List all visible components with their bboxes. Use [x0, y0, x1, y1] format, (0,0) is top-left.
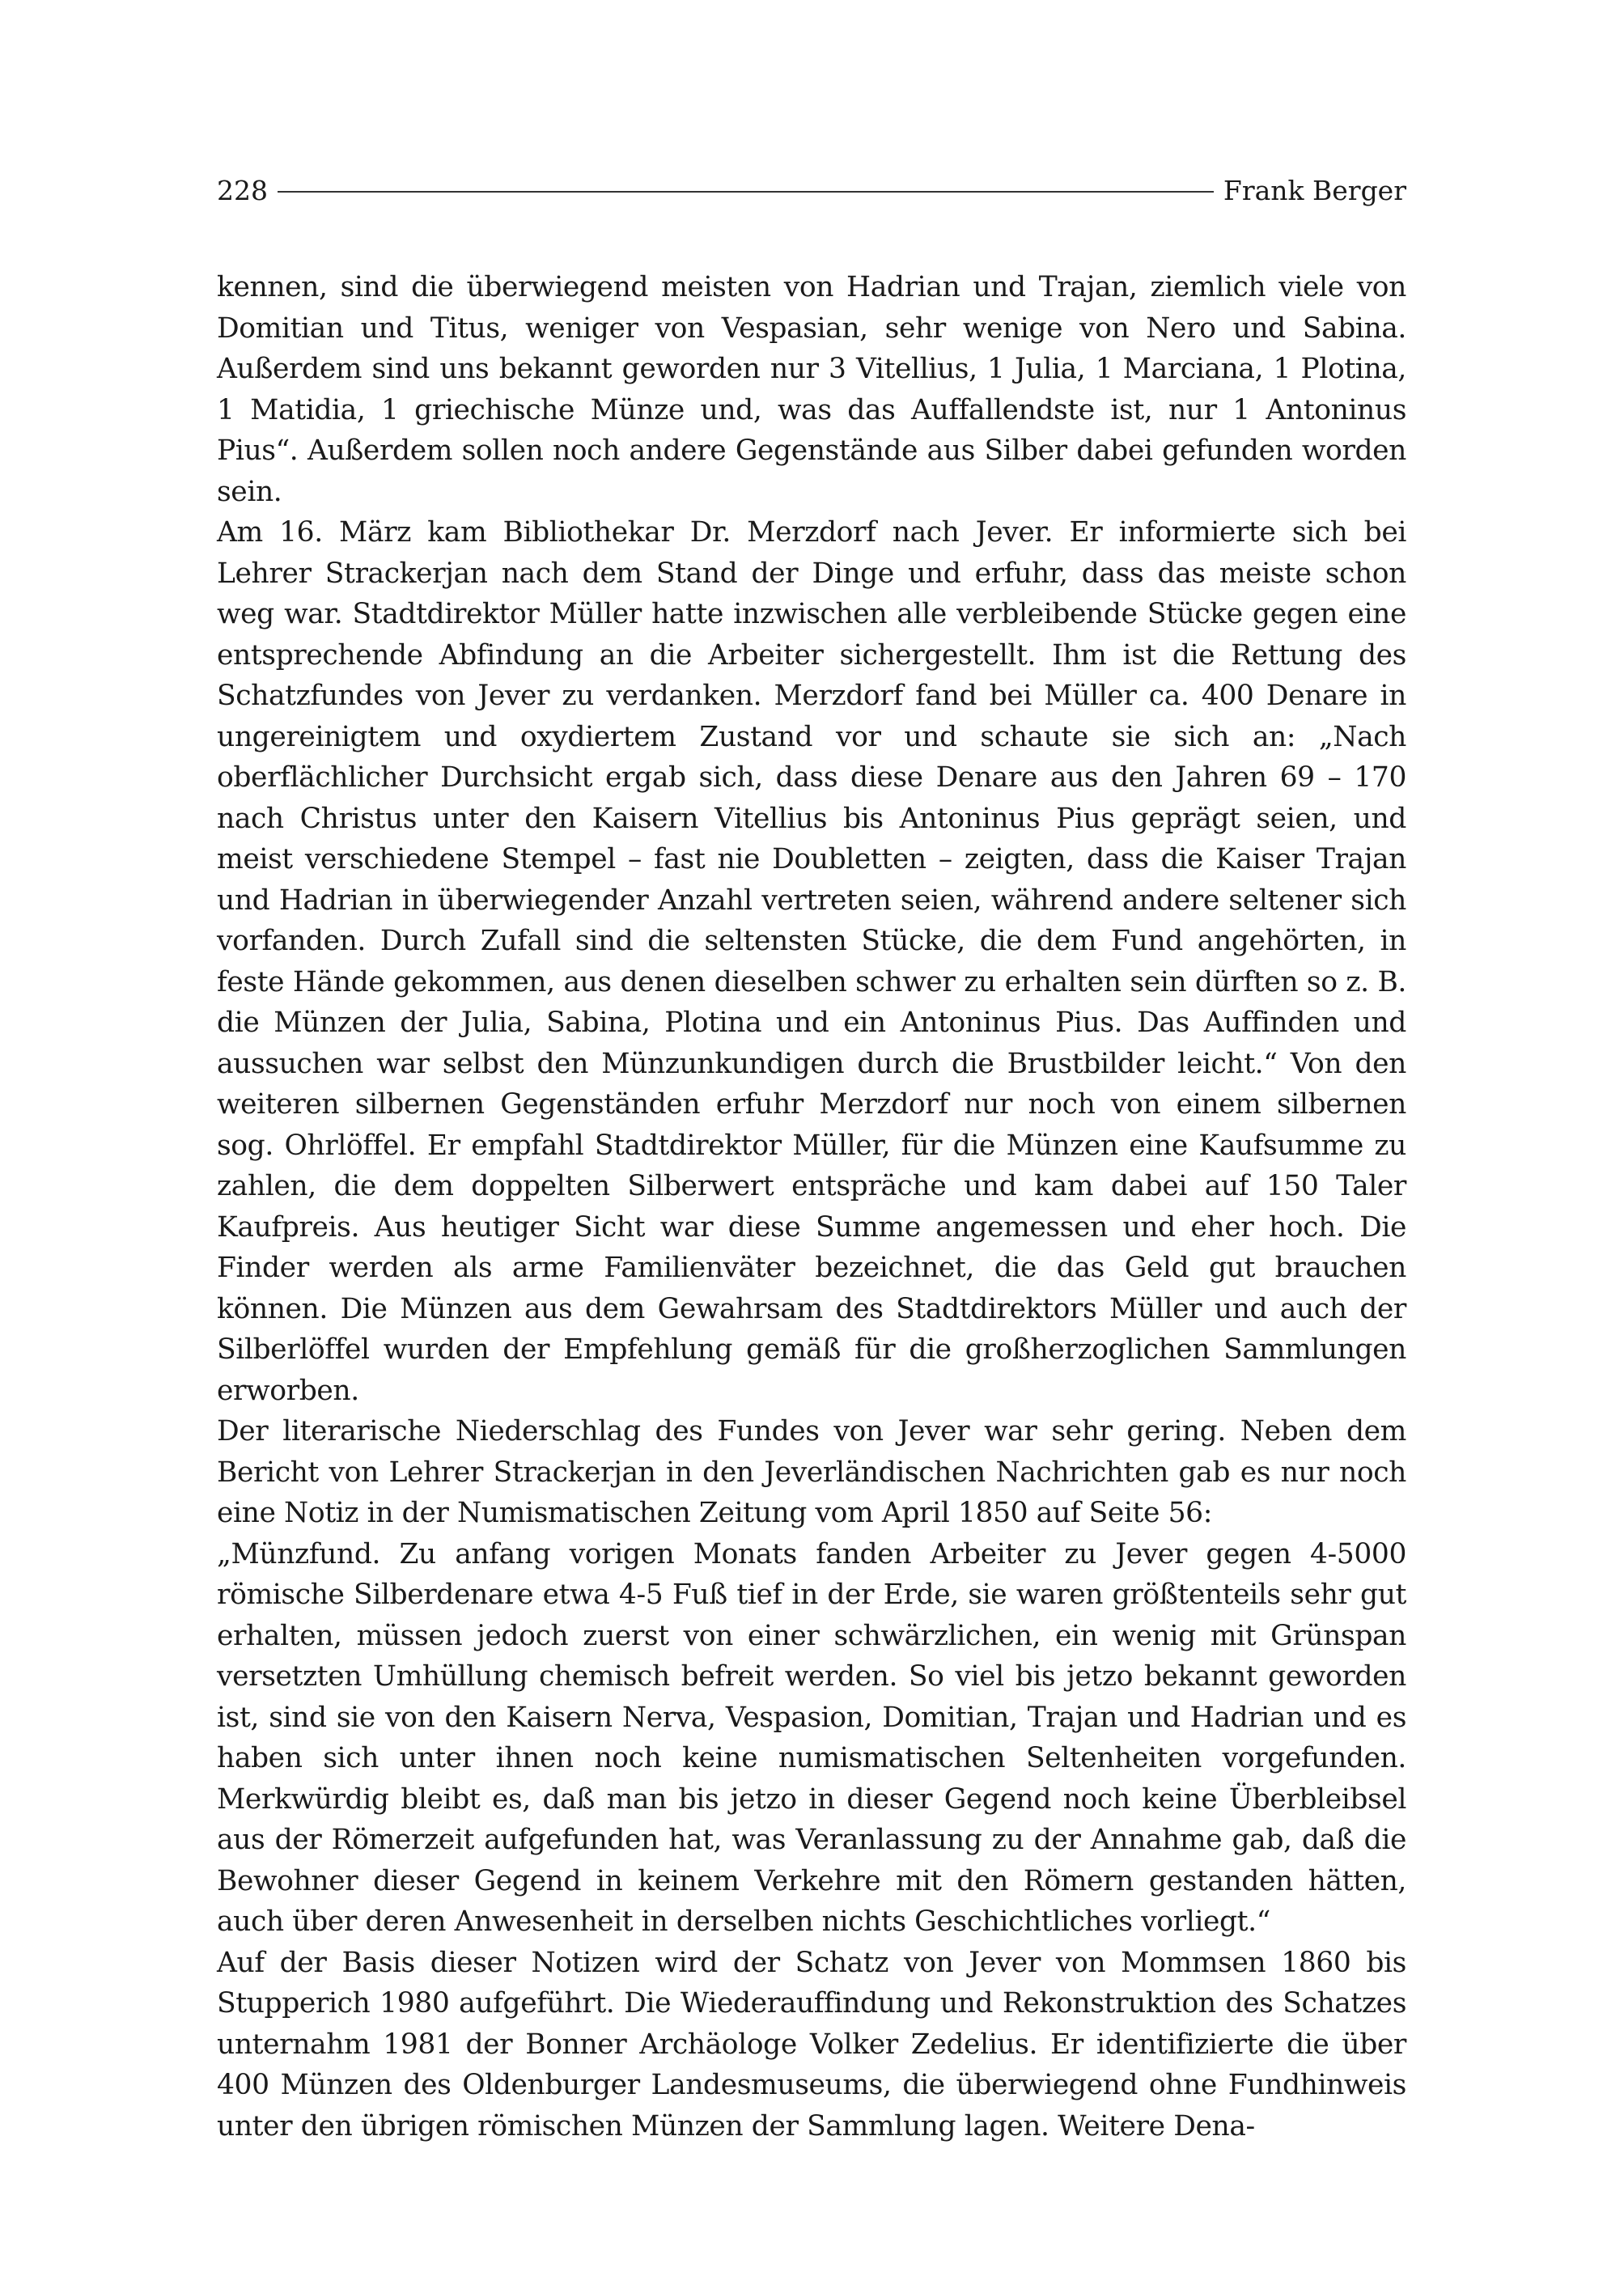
body-text: [217, 267, 1406, 2147]
paragraph-2: Am 16. März kam Bibliothekar Dr. Merzdorf nach Jever. Er informierte sich bei Lehrer Strackerjan nach dem Stand der Dinge und erfuhr, dass das meiste schon weg war. Stadtdirektor Müller hatte inzwischen alle verbleibende Stücke gegen eine entsprechende Abfindung an die Arbeiter sichergestellt. Ihm ist die Rettung des Schatzfundes von Jever zu verdanken. Merzdorf fand bei Müller ca. 400 Denare in ungereinigtem und oxydiertem Zustand vor und schaute sie sich an: „Nach oberflächlicher Durchsicht ergab sich, dass diese Denare aus den Jahren 69 – 170 nach Christus unter den Kaisern Vitellius bis Antoninus Pius geprägt seien, und meist verschiedene Stempel – fast nie Doubletten – zeigten, dass die Kaiser Trajan und Hadrian in überwiegender Anzahl vertreten seien, während andere seltener sich vorfanden. Durch Zufall sind die seltensten Stücke, die dem Fund angehörten, in feste Hände gekommen, aus denen dieselben schwer zu erhalten sein dürften so z. B. die Münzen der Julia, Sabina, Plotina und ein Antoninus Pius. Das Auffinden und aussuchen war selbst den Münzunkundigen durch die Brustbilder leicht.“ Von den weiteren silbernen Gegenständen erfuhr Merzdorf nur noch von einem silbernen sog. Ohrlöffel. Er empfahl Stadtdirektor Müller, für die Münzen eine Kaufsumme zu zahlen, die dem doppelten Silberwert entspräche und kam dabei auf 150 Taler Kaufpreis. Aus heutiger Sicht war diese Summe angemessen und eher hoch. Die Finder werden als arme Familienväter bezeichnet, die das Geld gut brauchen können. Die Münzen aus dem Gewahrsam des Stadtdirektors Müller und auch der Silberlöffel wurden der Empfehlung gemäß für die großherzoglichen Sammlungen erworben.: [217, 516, 1406, 1407]
running-header: [217, 170, 1406, 210]
page-number: 228: [217, 174, 268, 206]
running-head-author: Frank Berger: [1223, 174, 1406, 206]
paragraph-5: Auf der Basis dieser Notizen wird der Schatz von Jever von Mommsen 1860 bis Stupperich 1980 aufgeführt. Die Wiederauffindung und Rekonstruktion des Schatzes unternahm 1981 der Bonner Archäologe Volker Zedelius. Er identifizierte die über 400 Münzen des Oldenburger Landesmuseums, die überwiegend ohne Fundhinweis unter den übrigen römischen Münzen der Sammlung lagen. Weitere Dena-: [217, 1946, 1406, 2143]
paragraph-3: Der literarische Niederschlag des Fundes von Jever war sehr gering. Neben dem Bericht von Lehrer Strackerjan in den Jeverländischen Nachrichten gab es nur noch eine Notiz in der Numismatischen Zeitung vom April 1850 auf Seite 56:: [217, 1415, 1406, 1529]
paragraph-4-quote: „Münzfund. Zu anfang vorigen Monats fanden Arbeiter zu Jever gegen 4-5000 römische Silberdenare etwa 4-5 Fuß tief in der Erde, sie waren größtenteils sehr gut erhalten, müssen jedoch zuerst von einer schwärzlichen, ein wenig mit Grünspan versetzten Umhüllung chemisch befreit werden. So viel bis jetzo bekannt geworden ist, sind sie von den Kaisern Nerva, Vespasion, Domitian, Trajan und Hadrian und es haben sich unter ihnen noch keine numismatischen Seltenheiten vorgefunden. Merkwürdig bleibt es, daß man bis jetzo in dieser Gegend noch keine Überbleibsel aus der Römerzeit aufgefunden hat, was Veranlassung zu der Annahme gab, daß die Bewohner dieser Gegend in keinem Verkehre mit den Römern gestanden hätten, auch über deren Anwesenheit in derselben nichts Geschichtliches vorliegt.“: [217, 1537, 1406, 1938]
paragraph-1: kennen, sind die überwiegend meisten von Hadrian und Trajan, ziemlich viele von Domitian und Titus, weniger von Vespasian, sehr wenige von Nero und Sabina. Außerdem sind uns bekannt geworden nur 3 Vitellius, 1 Julia, 1 Marciana, 1 Plotina, 1 Matidia, 1 griechische Münze und, was das Auffallendste ist, nur 1 Antoninus Pius“. Außerdem sollen noch andere Gegenstände aus Silber dabei gefunden worden sein.: [217, 271, 1406, 508]
header-rule: [278, 191, 1214, 193]
